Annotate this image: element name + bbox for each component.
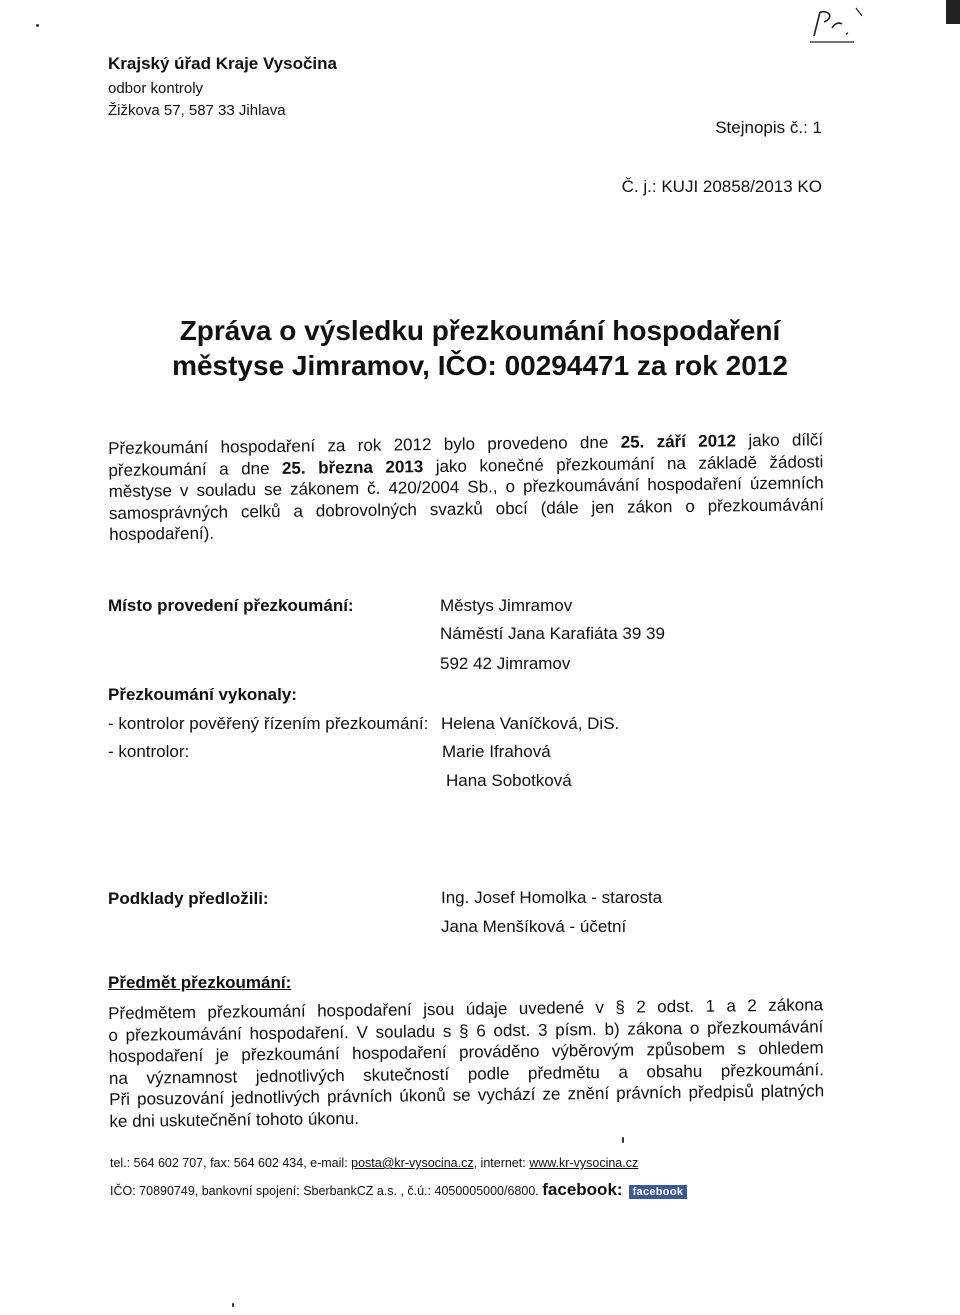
copy-number: Stejnopis č.: 1: [715, 118, 822, 137]
intro-line: samosprávných celků a dobrovolných svazků obcí (dále jen zákon o přezkoumávání: [108, 494, 824, 523]
podklady-label: Podklady předložili:: [108, 889, 269, 908]
reference-number: Č. j.: KUJI 20858/2013 KO: [621, 177, 822, 196]
scan-edge-mark: [946, 0, 960, 24]
intro-line: hospodaření).: [109, 523, 215, 544]
web-link[interactable]: www.kr-vysocina.cz: [529, 1156, 639, 1170]
scan-speck: [232, 1303, 234, 1307]
intro-paragraph: [108, 429, 824, 545]
predmet-line: hospodaření je přezkoumání hospodaření prováděno výběrovým způsobem s ohledem: [108, 1038, 824, 1066]
intro-line: Přezkoumání hospodaření za rok 2012 bylo provedeno dne 25. září 2012 jako dílčí: [108, 430, 824, 458]
intro-line: městyse v souladu se zákonem č. 420/2004 Sb., o přezkoumávání hospodaření územních: [108, 473, 824, 501]
org-address: Žižkova 57, 587 33 Jihlava: [108, 102, 286, 119]
misto-line: Náměstí Jana Karafiáta 39 39: [440, 624, 665, 643]
org-name: Krajský úřad Kraje Vysočina: [108, 54, 337, 73]
misto-line: Městys Jimramov: [440, 596, 573, 615]
misto-label: Místo provedení přezkoumání:: [108, 596, 354, 615]
email-link[interactable]: posta@kr-vysocina.cz: [351, 1156, 474, 1170]
scan-speck: [622, 1137, 624, 1143]
intro-line: přezkoumání a dne 25. března 2013 jako konečné přezkoumání na základě žádosti: [108, 451, 824, 480]
document-title-line-1: Zpráva o výsledku přezkoumání hospodaření: [179, 315, 781, 346]
vykonaly-label: Přezkoumání vykonaly:: [108, 685, 297, 704]
footer-contact-line: tel.: 564 602 707, fax: 564 602 434, e-mail: posta@kr-vysocina.cz, internet: www.kr-vysocina.cz: [110, 1156, 639, 1170]
predmet-line: ke dni uskutečnění tohoto úkonu.: [109, 1108, 360, 1131]
footer-bank-line: IČO: 70890749, bankovní spojení: SberbankCZ a.s. , č.ú.: 4050005000/6800. facebook: facebook: [110, 1180, 687, 1200]
poverena-label: - kontrolor pověřený řízením přezkoumání:: [108, 714, 429, 733]
facebook-label: facebook:: [542, 1180, 623, 1199]
kontrolor-name: Hana Sobotková: [446, 771, 572, 790]
predmet-line: o přezkoumávání hospodaření. V souladu s § 6 odst. 3 písm. b) zákona o přezkoumávání: [108, 1016, 824, 1045]
poverena-name: Helena Vaníčková, DiS.: [441, 714, 620, 733]
predmet-line: Při posuzování jednotlivých právních úkonů se vychází ze znění právních předpisů platných: [109, 1081, 825, 1109]
podklady-line: Jana Menšíková - účetní: [441, 917, 627, 936]
scan-speck: [36, 24, 39, 27]
predmet-heading: Předmět přezkoumání:: [108, 973, 292, 992]
predmet-line: na významnost jednotlivých skutečností podle předmětu a obsahu přezkoumání.: [108, 1059, 824, 1088]
facebook-logo-icon[interactable]: facebook: [629, 1185, 688, 1199]
kontrolor-name: Marie Ifrahová: [442, 742, 551, 761]
predmet-line: Předmětem přezkoumání hospodaření jsou údaje uvedené v § 2 odst. 1 a 2 zákona: [108, 995, 824, 1023]
kontrolor-label: - kontrolor:: [108, 742, 190, 761]
predmet-paragraph: [108, 994, 825, 1132]
misto-line: 592 42 Jimramov: [440, 654, 571, 673]
podklady-line: Ing. Josef Homolka - starosta: [441, 888, 663, 907]
document-title-line-2: městyse Jimramov, IČO: 00294471 za rok 2012: [172, 350, 788, 381]
org-dept: odbor kontroly: [108, 80, 204, 97]
handwritten-note: [802, 6, 872, 48]
